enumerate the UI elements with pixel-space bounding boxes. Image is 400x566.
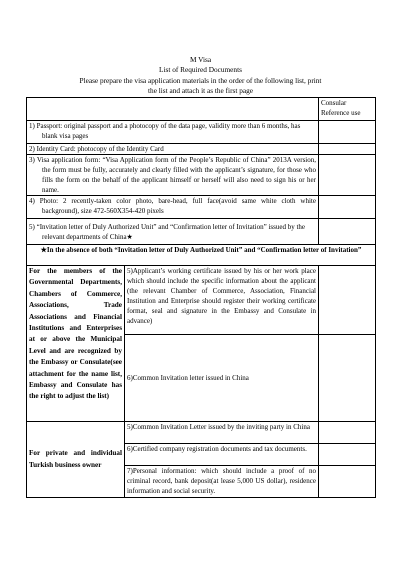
item-visa-form: 3) Visa application form: “Visa Application form of the People’s Republic of China” 2013A version, the form must be fully, accurately and clearly filled with the applicant’s signature, for those who fills the form on the behalf of the applicant himself or herself will also need to sign his or her name. [29,156,316,194]
item-passport: 1) Passport: original passport and a photocopy of the data page, validity more than 6 months, has blank visa pages [29,122,301,140]
group2-company-registration: 6)Certified company registration documents and tax documents. [125,444,319,466]
consular-cell [319,196,376,219]
group2-common-invitation: 5)Common Invitation Letter issued by the inviting party in China [125,422,319,444]
item-identity-card: 2) Identity Card: photocopy of the Identity Card [29,145,164,153]
group1-working-certificate: 5)Applicant’s working certificate issued by his or her work place which should include the specific information about the applicant (the relevant Chamber of Commerce, Association, Financial Institution and Enterprise should register their working certificate format, seal and signature in the Embassy and Consulate in advance) [125,266,319,335]
table-row [27,245,376,266]
document-subtitle: List of Required Documents [159,65,242,75]
consular-cell [319,155,376,196]
required-documents-table [26,97,376,498]
header-blank-cell [27,98,319,121]
item-photo: 4) Photo: 2 recently-taken color photo, bare-head, full face(avoid same white cloth white background), size 472-560X354-420 pixels [29,197,316,215]
group1-common-invitation: 6)Common Invitation letter issued in China [125,335,319,422]
consular-cell [319,219,376,245]
consular-cell [319,444,376,466]
document-header [28,55,373,96]
document-title: M Visa [189,55,212,64]
group2-personal-information: 7)Personal information: which should include a proof of no criminal record, bank deposit(at lease 5,000 US dollar), residence information and social security. [125,466,319,498]
table-row [27,121,376,144]
consular-cell [319,144,376,155]
instruction-line-2: the list and attach it as the first page [148,85,253,95]
absence-heading: ★In the absence of both “Invitation letter of Duly Authorized Unit” and “Confirmation letter of Invitation” [27,245,376,266]
table-header-row [27,98,376,121]
item-invitation-letter: 5) “Invitation letter of Duly Authorized Unit” and “Confirmation letter of Invitation” issued by the relevant departments of China★ [29,222,306,241]
instruction-line-1: Please prepare the visa application materials in the order of the following list, print [79,75,322,85]
table-row [27,219,376,245]
table-row [27,155,376,196]
group-private-label: For private and individual Turkish business owner [27,422,125,498]
consular-cell [319,266,376,335]
table-row [27,266,376,335]
table-row [27,144,376,155]
table-row [27,422,376,444]
group-government-label: For the members of the Governmental Departments, Chambers of Commerce, Associations, Trade Associations and Financial Institutions and Enterprises at or above the Municipal Level and are recognized by the Embassy or Consulate(see attachment for the name list, Embassy and Consulate has the right to adjust the list) [27,266,125,422]
consular-cell [319,121,376,144]
consular-cell [319,466,376,498]
consular-reference-header: Consular Reference use [319,98,376,121]
consular-cell [319,422,376,444]
table-row [27,196,376,219]
consular-cell [319,335,376,422]
